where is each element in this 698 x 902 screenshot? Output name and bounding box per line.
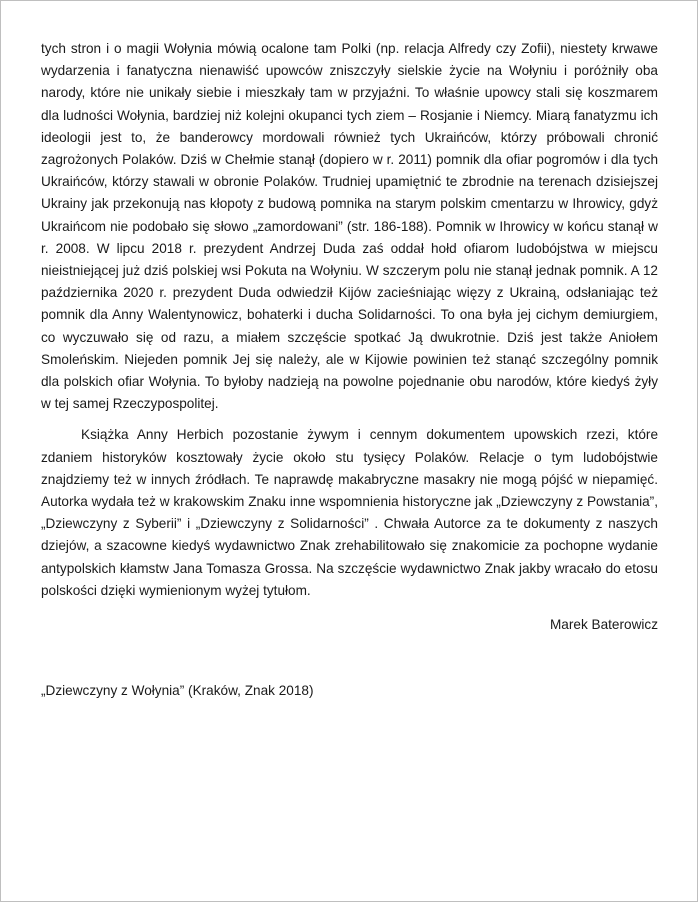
book-reference: „Dziewczyny z Wołynia” (Kraków, Znak 2018) xyxy=(41,683,314,699)
document-body xyxy=(41,38,658,702)
paragraph-wolyn-history: tych stron i o magii Wołynia mówią ocalone tam Polki (np. relacja Alfredy czy Zofii), niestety krwawe wydarzenia i fanatyczna nienawiść upowców zniszczyły sielskie życie na Wołyniu i poróżniły oba narody, które nie unikały siebie i mieszkały tam w przyjaźni. To właśnie upowcy stali się koszmarem dla ludności Wołynia, bardziej niż kolejni okupanci tych ziem – Rosjanie i Niemcy. Miarą fanatyzmu ich ideologii jest to, że banderowcy mordowali również tych Ukraińców, którzy próbowali chronić zagrożonych Polaków. Dziś w Chełmie stanął (dopiero w r. 2011) pomnik dla ofiar pogromów i dla tych Ukraińców, którzy stawali w obronie Polaków. Trudniej upamiętnić te zbrodnie na terenach dzisiejszej Ukrainy jak przekonują nas kłopoty z budową pomnika na starym polskim cmentarzu w Ihrowicy, gdyż Ukraińcom nie podobało się słowo „zamordowani” (str. 186-188). Pomnik w Ihrowicy w końcu stanął w r. 2008. W lipcu 2018 r. prezydent Andrzej Duda zaś oddał hołd ofiarom ludobójstwa w miejscu nieistniejącej już dziś polskiej wsi Pokuta na Wołyniu. W szczerym polu nie stanął jednak pomnik. A 12 października 2020 r. prezydent Duda odwiedził Kijów zacieśniając więzy z Ukrainą, odsłaniając też pomnik dla Anny Walentynowicz, bohaterki i ducha Solidarności. To ona była jej cichym demiurgiem, co wyczuwało się od razu, a miałem szczęście spotkać Ją dwukrotnie. Dziś jest także Aniołem Smoleńskim. Niejeden pomnik Jej się należy, ale w Kijowie powinien też stanąć szczególny pomnik dla polskich ofiar Wołynia. To byłoby nadzieją na powolne pojednanie obu narodów, które kiedyś żyły w tej samej Rzeczypospolitej. xyxy=(41,41,658,412)
paragraph-book-review: Książka Anny Herbich pozostanie żywym i cennym dokumentem upowskich rzezi, które zdaniem historyków kosztowały życie około stu tysięcy Polaków. Relacje o tym ludobójstwie znajdziemy też w innych źródłach. Te naprawdę makabryczne masakry nie mogą pójść w niepamięć. Autorka wydała też w krakowskim Znaku inne wspomnienia historyczne jak „Dziewczyny z Powstania”, „Dziewczyny z Syberii” i „Dziewczyny z Solidarności” . Chwała Autorce za te dokumenty z naszych dziejów, a szacowne kiedyś wydawnictwo Znak zrehabilitowało się znakomicie za pochopne wydanie antypolskich kłamstw Jana Tomasza Grossa. Na szczęście wydawnictwo Znak jakby wracało do etosu polskości dzięki wymienionym wyżej tytułom. xyxy=(41,427,658,598)
author-signature: Marek Baterowicz xyxy=(549,617,658,633)
